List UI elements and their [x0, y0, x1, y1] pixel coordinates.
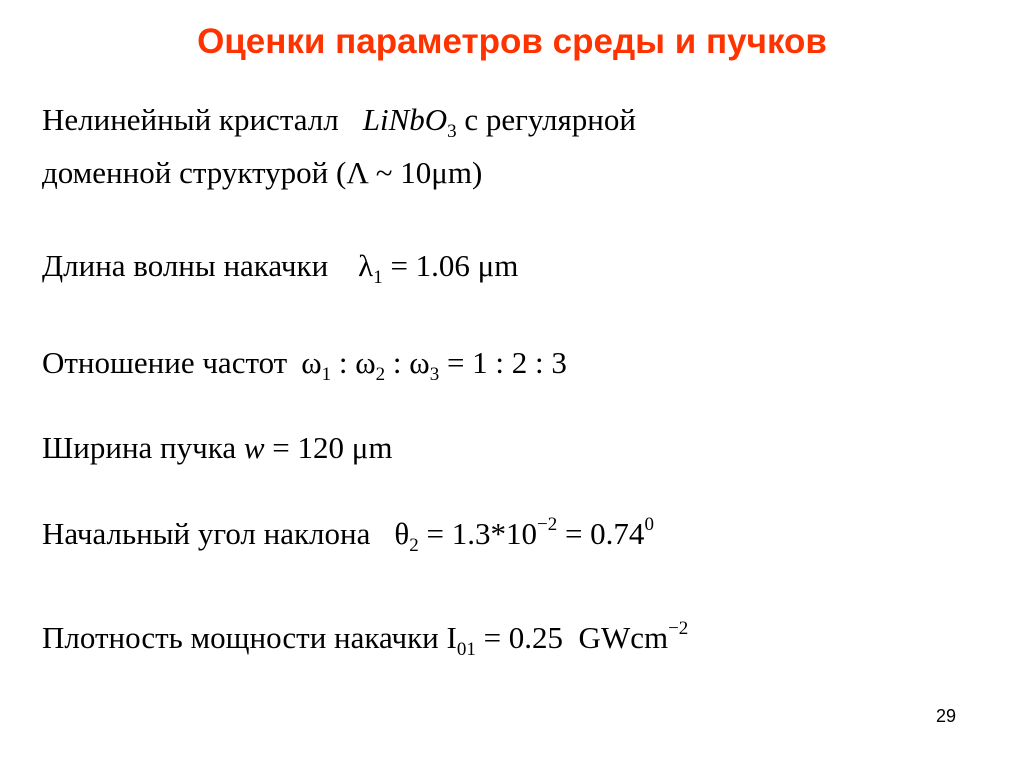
angle-exp: −2 [536, 514, 558, 535]
theta-sub: 2 [409, 535, 419, 556]
omega2: ω [355, 345, 376, 380]
lambda-symbol: λ [358, 248, 374, 283]
domain-period: (Λ ~ 10μm) [336, 155, 483, 190]
omega2-sub: 2 [375, 364, 386, 385]
beam-label: Ширина пучка [42, 430, 237, 465]
power-line [42, 618, 689, 660]
theta-symbol: θ [394, 516, 410, 551]
omega1: ω [301, 345, 322, 380]
degree-mark: 0 [644, 514, 654, 535]
page-number: 29 [936, 706, 957, 726]
omega3-sub: 3 [429, 364, 440, 385]
frequency-line [42, 345, 567, 385]
crystal-formula-sub: 3 [447, 121, 457, 142]
angle-value: = 1.3*10 [418, 516, 537, 551]
angle-line [42, 514, 654, 556]
crystal-line-2 [42, 155, 482, 191]
beam-width-line [42, 430, 393, 466]
ratio-sep-2: : [385, 345, 410, 380]
intensity-symbol: I [446, 620, 457, 655]
power-value: = 0.25 GWcm [475, 620, 669, 655]
omega3: ω [409, 345, 430, 380]
beam-symbol: w [243, 430, 265, 465]
frequency-label: Отношение частот [42, 345, 288, 380]
wavelength-label: Длина волны накачки [42, 248, 329, 283]
crystal-formula: LiNbO [362, 102, 448, 137]
lambda-sub: 1 [373, 267, 383, 288]
power-exp: −2 [668, 618, 689, 639]
angle-degrees: = 0.74 [557, 516, 645, 551]
wavelength-line [42, 248, 519, 288]
crystal-tail: с регулярной [464, 102, 636, 137]
page-title: Оценки параметров среды и пучков [197, 22, 827, 61]
angle-label: Начальный угол наклона [42, 516, 371, 551]
crystal-label: Нелинейный кристалл [42, 102, 339, 137]
crystal-line-1 [42, 102, 636, 142]
intensity-sub: 01 [456, 639, 476, 660]
domain-label: доменной структурой [42, 155, 329, 190]
power-label: Плотность мощности накачки [42, 620, 439, 655]
omega1-sub: 1 [321, 364, 332, 385]
ratio-sep-1: : [331, 345, 356, 380]
frequency-ratio: = 1 : 2 : 3 [439, 345, 567, 380]
beam-value: = 120 μm [264, 430, 393, 465]
wavelength-value: = 1.06 μm [390, 248, 519, 283]
